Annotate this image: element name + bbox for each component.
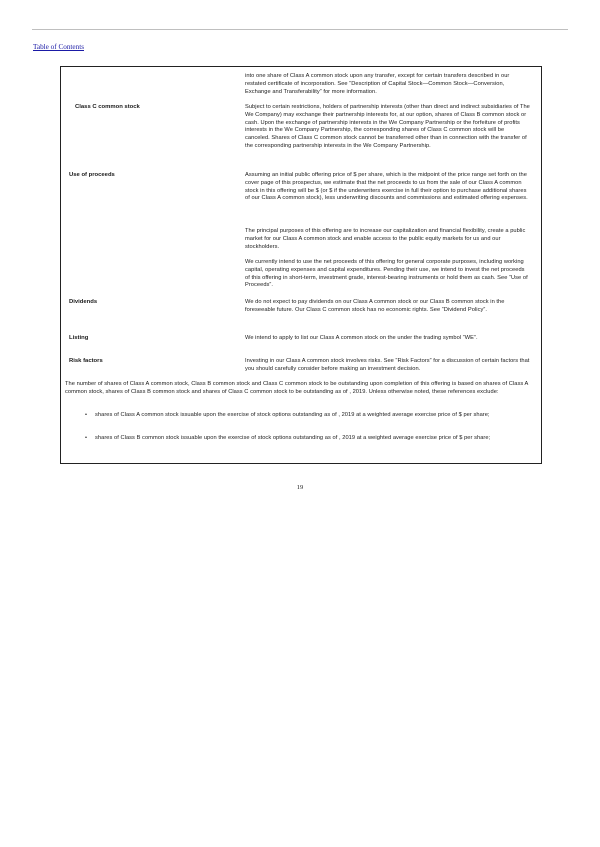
listing-description: We intend to apply to list our Class A common stock on the under the trading symbol “WE”. xyxy=(245,335,478,341)
bullet-marker: • xyxy=(85,412,87,418)
listing-term: Listing xyxy=(69,335,89,341)
shares-outstanding-paragraph: The number of shares of Class A common stock, Class B common stock and Class C common stock to be outstanding upon completion of this offering is based on shares of Class A common stock, shares of Class B common stock and shares of Class C common stock to be outstanding as of , 2019. Unless otherwise noted, these references exclude: xyxy=(65,381,529,395)
class-c-description: Subject to certain restrictions, holders of partnership interests (other than direct and indirect subsidiaries of The We Company) may exchange their partnership interests for, at our option, shares of Class B common stock or cash. Upon the exchange of partnership interests in the We Company Partnership or the forfeiture of profits interests in the We Company Partnership, the corresponding shares of Class C common stock will be canceled. Shares of Class C common stock cannot be transferred other than in connection with the transfer of the corresponding partnership interests in the We Company Partnership. xyxy=(245,104,530,149)
dividends-description: We do not expect to pay dividends on our Class A common stock or our Class B common stock in the foreseeable future. Our Class C common stock has no economic rights. See “Dividend Policy”. xyxy=(245,299,505,313)
use-of-proceeds-paragraph-2: The principal purposes of this offering are to increase our capitalization and financial flexibility, create a public market for our Class A common stock and enable access to the public equity markets for us and our stockholders. xyxy=(245,228,526,250)
use-of-proceeds-paragraph-1: Assuming an initial public offering price of $ per share, which is the midpoint of the price range set forth on the cover page of this prospectus, we estimate that the net proceeds to us from the sale of our Class A common stock in this offering will be $ (or $ if the underwriters exercise in full their option to purchase additional shares of our Class A common stock), less underwriting discounts and commissions and estimated offering expenses. xyxy=(245,172,528,202)
risk-factors-description: Investing in our Class A common stock involves risks. See “Risk Factors” for a discussion of certain factors that you should carefully consider before making an investment decision. xyxy=(245,358,530,372)
table-of-contents-link[interactable]: Table of Contents xyxy=(33,43,84,51)
bullet-item: shares of Class B common stock issuable upon the exercise of stock options outstanding as of , 2019 at a weighted average exercise price of $ per share; xyxy=(95,435,491,441)
bullet-item: shares of Class A common stock issuable upon the exercise of stock options outstanding as of , 2019 at a weighted average exercise price of $ per share; xyxy=(95,412,490,418)
conversion-continuation-text: into one share of Class A common stock upon any transfer, except for certain transfers described in our restated certificate of incorporation. See “Description of Capital Stock—Common Stock—Conversion, Exchange and Transferability” for more information. xyxy=(245,73,510,95)
risk-factors-term: Risk factors xyxy=(69,358,103,364)
class-c-term: Class C common stock xyxy=(75,104,140,110)
page-number: 19 xyxy=(296,484,304,491)
dividends-term: Dividends xyxy=(69,299,98,305)
top-rule xyxy=(32,29,568,30)
offering-summary-box xyxy=(60,66,542,464)
use-of-proceeds-paragraph-3: We currently intend to use the net proceeds of this offering for general corporate purposes, including working capital, operating expenses and capital expenditures. Pending their use, we intend to invest the net proceeds of this offering in short-term, investment grade, interest-bearing instruments or hold them as cash. See “Use of Proceeds”. xyxy=(245,259,528,289)
bullet-marker: • xyxy=(85,435,87,441)
use-of-proceeds-term: Use of proceeds xyxy=(69,172,115,178)
